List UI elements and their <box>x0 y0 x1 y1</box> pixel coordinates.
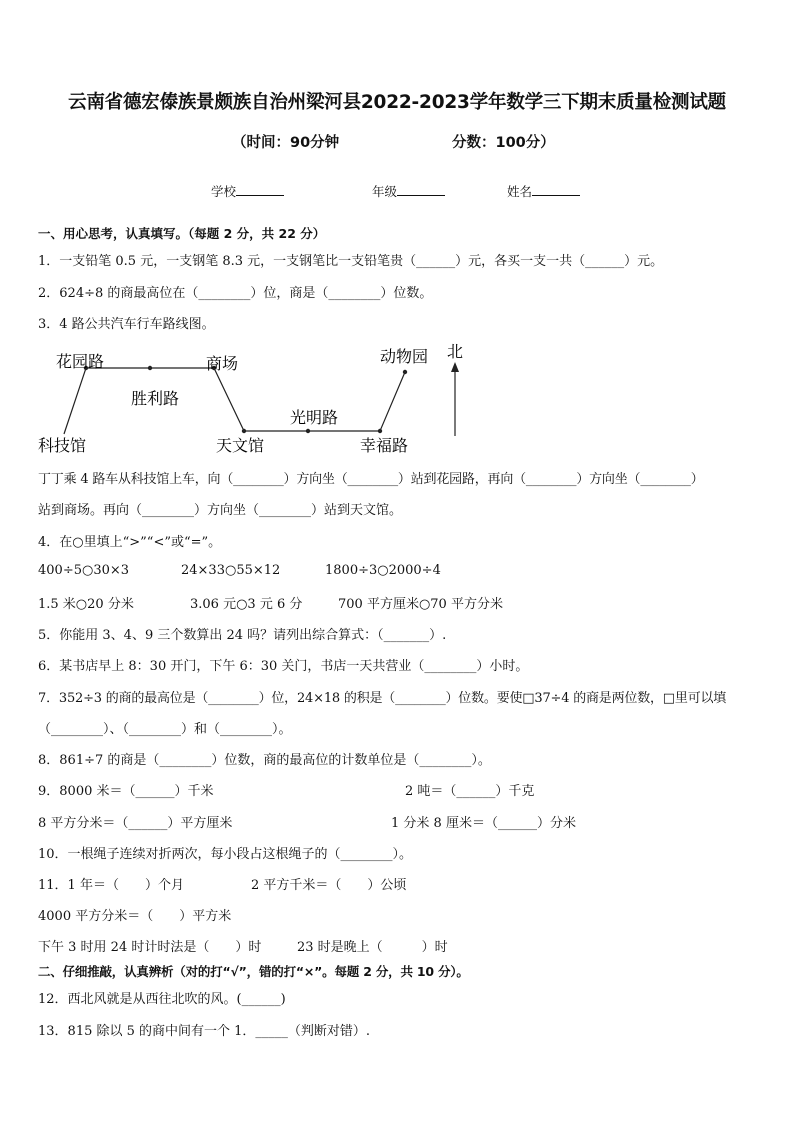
stop-dot <box>242 429 246 433</box>
question-13: 13．815 除以 5 的商中间有一个 1．_____（判断对错）. <box>38 1024 371 1039</box>
name-blank <box>532 183 580 196</box>
question-12: 12．西北风就是从西往北吹的风。(______) <box>38 992 286 1007</box>
grade-label: 年级 <box>372 184 398 199</box>
grade-blank <box>397 183 445 196</box>
question-7-line-2: （________）、（________）和（________）。 <box>38 722 292 737</box>
question-7-line-1: 7．352÷3 的商的最高位是（________）位，24×18 的积是（________）位数。要使□37÷4 的商是两位数，□里可以填 <box>38 691 727 706</box>
question-11c: 4000 平方分米＝（ ）平方米 <box>38 909 232 924</box>
label-dongwuyuan: 动物园 <box>380 347 429 366</box>
school-blank <box>236 183 284 196</box>
question-3-text-1: 丁丁乘 4 路车从科技馆上车，向（________）方向坐（________）站到花园路，再向（________）方向坐（________） <box>38 472 704 487</box>
question-8: 8．861÷7 的商是（________）位数，商的最高位的计数单位是（________）。 <box>38 753 491 768</box>
label-xingfulu: 幸福路 <box>360 436 409 455</box>
exam-time: （时间：90分钟 <box>232 135 340 151</box>
q4-item: 700 平方厘米○70 平方分米 <box>338 597 503 612</box>
question-9d: 1 分米 8 厘米＝（______）分米 <box>391 816 576 831</box>
question-5: 5．你能用 3、4、9 三个数算出 24 吗？请列出综合算式：（_______）. <box>38 628 447 643</box>
label-guangminglu: 光明路 <box>290 408 339 427</box>
page-title: 云南省德宏傣族景颇族自治州梁河县2022-2023学年数学三下期末质量检测试题 <box>68 92 726 113</box>
name-field <box>507 182 580 200</box>
question-2: 2．624÷8 的商最高位在（________）位，商是（________）位数。 <box>38 286 433 301</box>
q4-item: 1.5 米○20 分米 <box>38 597 134 612</box>
stop-dot <box>306 429 310 433</box>
q4-item: 1800÷3○2000÷4 <box>325 563 441 578</box>
question-11d: 下午 3 时用 24 时计时法是（ ）时 <box>38 940 262 955</box>
question-10: 10．一根绳子连续对折两次，每小段占这根绳子的（________）。 <box>38 847 413 862</box>
section1-heading: 一、用心思考，认真填写。（每题 2 分，共 22 分） <box>38 226 326 241</box>
label-shangchang: 商场 <box>206 354 239 373</box>
label-shenglilu: 胜利路 <box>131 389 180 408</box>
stop-dot <box>148 366 152 370</box>
stop-dot <box>403 370 407 374</box>
section2-heading: 二、仔细推敲，认真辨析（对的打“√”，错的打“×”。每题 2 分，共 10 分）。 <box>38 964 469 979</box>
stop-dot <box>378 429 382 433</box>
bus-route-map <box>30 338 464 463</box>
question-1: 1．一支铅笔 0.5 元，一支钢笔 8.3 元，一支钢笔比一支铅笔贵（______）元，各买一支一共（______）元。 <box>38 254 664 269</box>
q4-item: 3.06 元○3 元 6 分 <box>190 597 303 612</box>
question-4: 4．在○里填上“>”“<”或“=”。 <box>38 535 222 550</box>
question-9c: 8 平方分米＝（______）平方厘米 <box>38 816 233 831</box>
question-3: 3．4 路公共汽车行车路线图。 <box>38 317 215 332</box>
q4-item: 400÷5○30×3 <box>38 563 130 578</box>
exam-score: 分数：100分） <box>452 135 555 151</box>
school-field <box>211 182 284 200</box>
question-11a: 11．1 年＝（ ）个月 <box>38 878 184 893</box>
label-bei: 北 <box>447 342 464 361</box>
name-label: 姓名 <box>507 184 533 199</box>
question-9a: 9．8000 米＝（______）千米 <box>38 784 214 799</box>
grade-field <box>372 182 445 200</box>
question-11b: 2 平方千米＝（ ）公顷 <box>251 878 407 893</box>
school-label: 学校 <box>211 184 237 199</box>
label-huayuanlu: 花园路 <box>56 352 105 371</box>
question-6: 6．某书店早上 8：30 开门，下午 6：30 关门，书店一天共营业（________）小时。 <box>38 659 529 674</box>
north-arrowhead <box>451 362 459 372</box>
question-9b: 2 吨＝（______）千克 <box>405 784 535 799</box>
route-line <box>64 368 405 434</box>
label-tianwenguan: 天文馆 <box>216 436 265 455</box>
question-11e: 23 时是晚上（ ）时 <box>297 940 448 955</box>
question-3-text-2: 站到商场。再向（________）方向坐（________）站到天文馆。 <box>38 503 403 518</box>
label-kejiguan: 科技馆 <box>38 436 87 455</box>
q4-item: 24×33○55×12 <box>181 563 281 578</box>
